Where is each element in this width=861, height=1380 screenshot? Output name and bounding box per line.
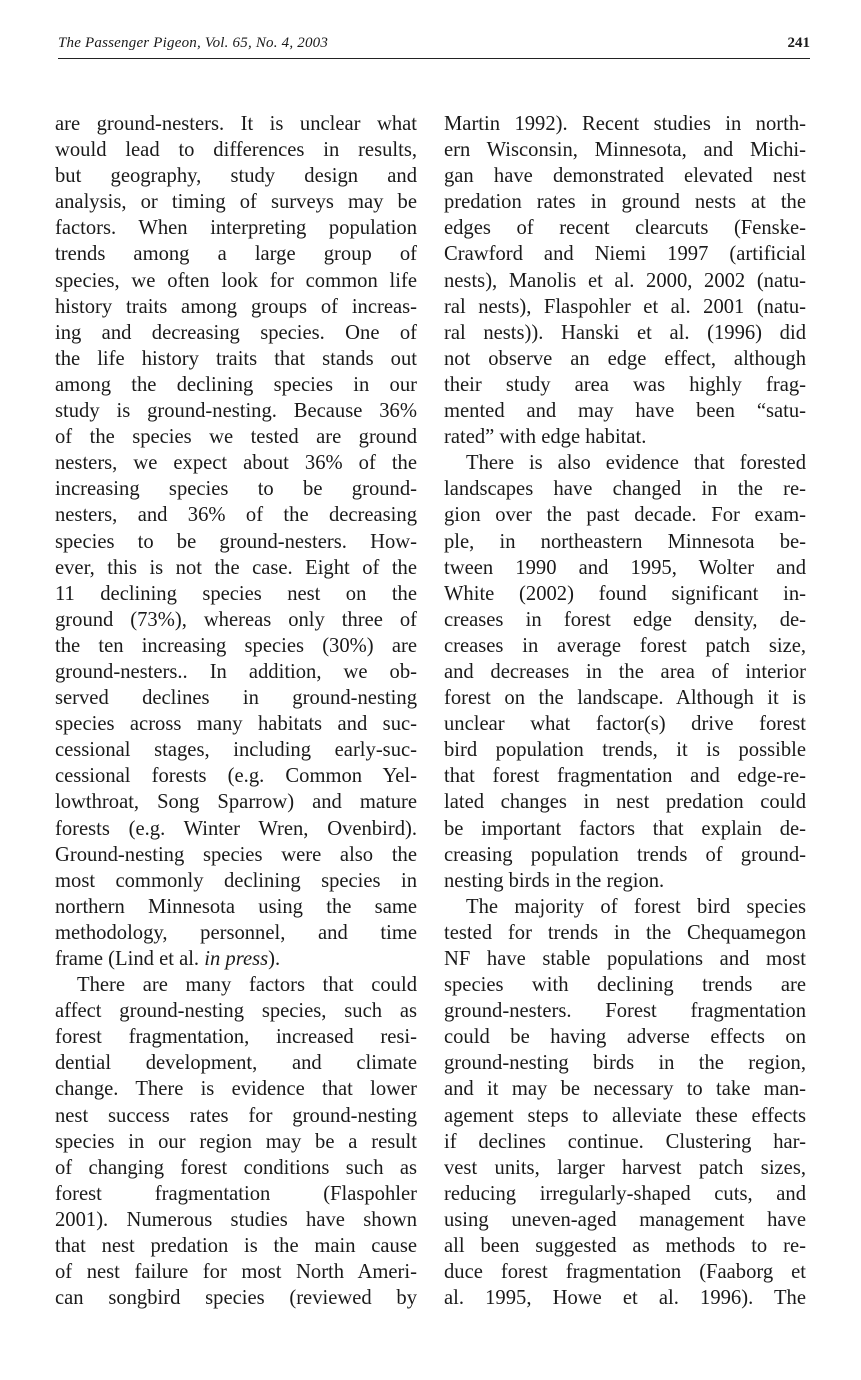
text-line: of nest failure for most North Ameri- bbox=[55, 1261, 417, 1284]
text-line: creases in average forest patch size, bbox=[444, 634, 806, 657]
text-line-citation bbox=[55, 946, 417, 972]
text-line: lated changes in nest predation could bbox=[444, 791, 806, 814]
text-line: 11 declining species nest on the bbox=[55, 582, 417, 605]
citation-italic: in press bbox=[204, 948, 269, 970]
text-line: can songbird species (reviewed by bbox=[55, 1287, 417, 1310]
text-line: Crawford and Niemi 1997 (artificial bbox=[444, 243, 806, 266]
text-line: tween 1990 and 1995, Wolter and bbox=[444, 556, 806, 579]
text-line: ever, this is not the case. Eight of the bbox=[55, 556, 417, 579]
text-line: of the species we tested are ground bbox=[55, 426, 417, 449]
text-line: edges of recent clearcuts (Fenske- bbox=[444, 217, 806, 240]
text-line: bird population trends, it is possible bbox=[444, 739, 806, 762]
text-line: agement steps to alleviate these effects bbox=[444, 1104, 806, 1127]
text-line: nests), Manolis et al. 2000, 2002 (natu- bbox=[444, 269, 806, 292]
text-line: that forest fragmentation and edge-re- bbox=[444, 765, 806, 788]
text-line: al. 1995, Howe et al. 1996). The bbox=[444, 1287, 806, 1310]
paragraph-end-line: nesting birds in the region. bbox=[444, 869, 665, 892]
text-line: served declines in ground-nesting bbox=[55, 687, 417, 710]
text-line: predation rates in ground nests at the bbox=[444, 191, 806, 214]
running-header bbox=[58, 32, 810, 59]
text-line: study is ground-nesting. Because 36% bbox=[55, 400, 417, 423]
text-line: species in our region may be a result bbox=[55, 1130, 417, 1153]
text-line: nesters, and 36% of the decreasing bbox=[55, 504, 417, 527]
right-column bbox=[444, 111, 806, 1311]
text-line: trends among a large group of bbox=[55, 243, 417, 266]
text-line: forest fragmentation (Flaspohler bbox=[55, 1182, 417, 1205]
text-line: species, we often look for common life bbox=[55, 269, 417, 292]
text-line: lowthroat, Song Sparrow) and mature bbox=[55, 791, 417, 814]
text-line: if declines continue. Clustering har- bbox=[444, 1130, 806, 1153]
text-line: all been suggested as methods to re- bbox=[444, 1235, 806, 1258]
text-line: ground-nesters. Forest fragmentation bbox=[444, 1000, 806, 1023]
text-line: cessional stages, including early-suc- bbox=[55, 739, 417, 762]
text-line: forest fragmentation, increased resi- bbox=[55, 1026, 417, 1049]
left-column bbox=[55, 111, 417, 1311]
text-line: methodology, personnel, and time bbox=[55, 921, 417, 944]
text-line: White (2002) found significant in- bbox=[444, 582, 806, 605]
journal-citation: The Passenger Pigeon, Vol. 65, No. 4, 2003 bbox=[58, 35, 329, 51]
text-line: change. There is evidence that lower bbox=[55, 1078, 417, 1101]
text-line: species with declining trends are bbox=[444, 974, 806, 997]
text-line: forests (e.g. Winter Wren, Ovenbird). bbox=[55, 817, 417, 840]
text-line: ple, in northeastern Minnesota be- bbox=[444, 530, 806, 553]
text-line: ground-nesters.. In addition, we ob- bbox=[55, 660, 417, 683]
text-line: and it may be necessary to take man- bbox=[444, 1078, 806, 1101]
paragraph-start-line: There is also evidence that forested bbox=[466, 452, 806, 475]
text-line: gan have demonstrated elevated nest bbox=[444, 165, 806, 188]
text-line: most commonly declining species in bbox=[55, 869, 417, 892]
text-line: ral nests)). Hanski et al. (1996) did bbox=[444, 321, 806, 344]
text-line: not observe an edge effect, although bbox=[444, 347, 806, 370]
text-line: northern Minnesota using the same bbox=[55, 895, 417, 918]
text-line: ground-nesting birds in the region, bbox=[444, 1052, 806, 1075]
text-line: the ten increasing species (30%) are bbox=[55, 634, 417, 657]
text-line: cessional forests (e.g. Common Yel- bbox=[55, 765, 417, 788]
text-line: vest units, larger harvest patch sizes, bbox=[444, 1156, 806, 1179]
text-line: ing and decreasing species. One of bbox=[55, 321, 417, 344]
text-line: but geography, study design and bbox=[55, 165, 417, 188]
text-line: analysis, or timing of surveys may be bbox=[55, 191, 417, 214]
text-line: tested for trends in the Chequamegon bbox=[444, 921, 806, 944]
text-line: duce forest fragmentation (Faaborg et bbox=[444, 1261, 806, 1284]
text-line: nesters, we expect about 36% of the bbox=[55, 452, 417, 475]
text-line: of changing forest conditions such as bbox=[55, 1156, 417, 1179]
page-number: 241 bbox=[787, 35, 810, 51]
text-line: Martin 1992). Recent studies in north- bbox=[444, 113, 806, 135]
text-line: reducing irregularly-shaped cuts, and bbox=[444, 1182, 806, 1205]
text-line: species to be ground-nesters. How- bbox=[55, 530, 417, 553]
text-line: that nest predation is the main cause bbox=[55, 1235, 417, 1258]
text-line: the life history traits that stands out bbox=[55, 347, 417, 370]
text-line: affect ground-nesting species, such as bbox=[55, 1000, 417, 1023]
paragraph-start-line: The majority of forest bird species bbox=[466, 895, 806, 918]
text-line: 2001). Numerous studies have shown bbox=[55, 1208, 417, 1231]
text-line: ern Wisconsin, Minnesota, and Michi- bbox=[444, 139, 806, 162]
text-line: species across many habitats and suc- bbox=[55, 713, 417, 736]
text-line: be important factors that explain de- bbox=[444, 817, 806, 840]
text-line: creasing population trends of ground- bbox=[444, 843, 806, 866]
text-line: their study area was highly frag- bbox=[444, 373, 806, 396]
text-line: Ground-nesting species were also the bbox=[55, 843, 417, 866]
paragraph-end-line: rated” with edge habitat. bbox=[444, 426, 647, 449]
text-line: ral nests), Flaspohler et al. 2001 (natu- bbox=[444, 295, 806, 318]
text-line: landscapes have changed in the re- bbox=[444, 478, 806, 501]
text-line: among the declining species in our bbox=[55, 373, 417, 396]
text-line: NF have stable populations and most bbox=[444, 948, 806, 970]
text-line: increasing species to be ground- bbox=[55, 478, 417, 501]
text-line: gion over the past decade. For exam- bbox=[444, 504, 806, 527]
citation-close: ). bbox=[268, 948, 281, 970]
citation-text: frame (Lind et al. bbox=[55, 948, 205, 970]
paragraph-start-line: There are many factors that could bbox=[77, 974, 417, 997]
text-line: and decreases in the area of interior bbox=[444, 660, 806, 683]
text-line: would lead to differences in results, bbox=[55, 139, 417, 162]
text-line: factors. When interpreting population bbox=[55, 217, 417, 240]
text-line: dential development, and climate bbox=[55, 1052, 417, 1075]
text-line: unclear what factor(s) drive forest bbox=[444, 713, 806, 736]
text-line: creases in forest edge density, de- bbox=[444, 608, 806, 631]
text-line: forest on the landscape. Although it is bbox=[444, 687, 806, 710]
text-line: are ground-nesters. It is unclear what bbox=[55, 113, 417, 135]
text-line: nest success rates for ground-nesting bbox=[55, 1104, 417, 1127]
text-line: ground (73%), whereas only three of bbox=[55, 608, 417, 631]
text-line: using uneven-aged management have bbox=[444, 1208, 806, 1231]
text-line: could be having adverse effects on bbox=[444, 1026, 806, 1049]
text-line: history traits among groups of increas- bbox=[55, 295, 417, 318]
text-line: mented and may have been “satu- bbox=[444, 400, 806, 423]
